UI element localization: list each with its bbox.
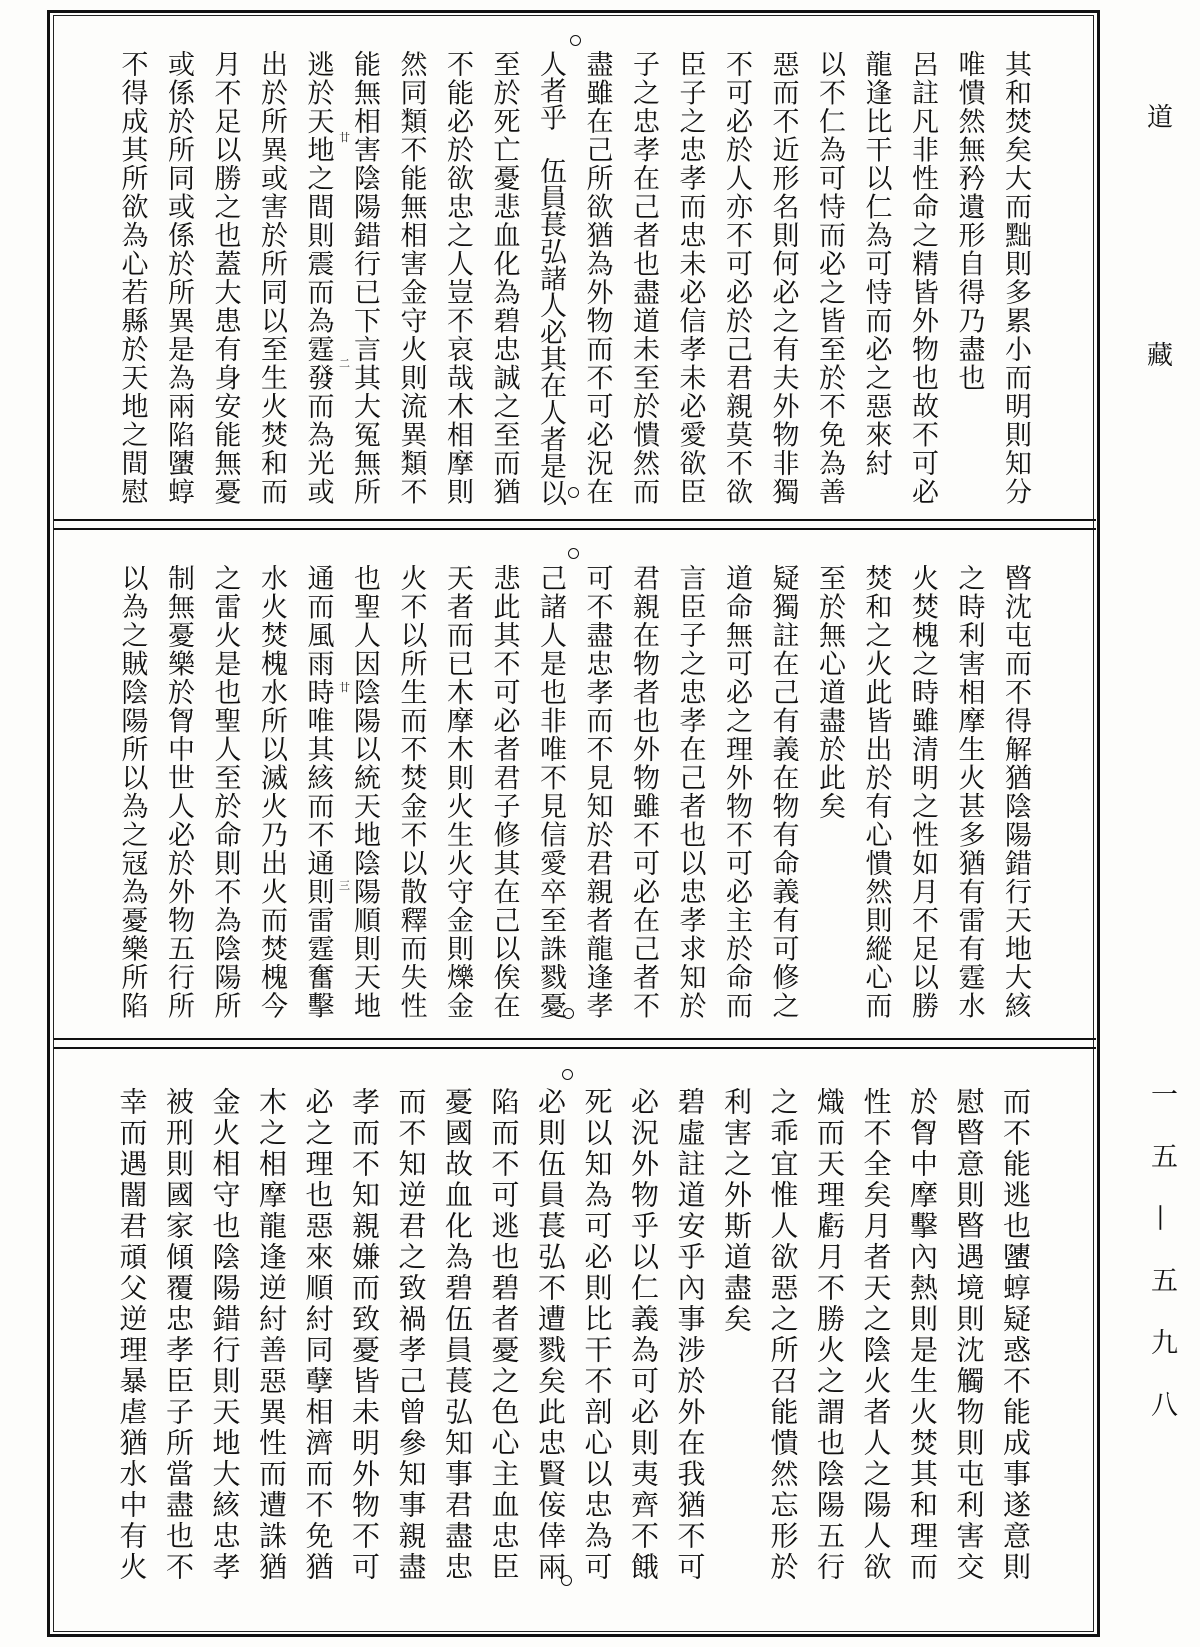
- panel-top: [54, 16, 1096, 521]
- text-column: 至於無心道盡於此矣: [814, 564, 845, 821]
- text-column: 能無相害陰陽錯行已下言其大冤無所: [349, 50, 380, 506]
- text-column: 金火相守也陰陽錯行則天地大絯忠孝: [208, 1087, 242, 1583]
- text-column: 言臣子之忠孝在己者也以忠孝求知於: [674, 564, 706, 1020]
- text-column: 己諸人是也非唯不見信愛卒至誅戮憂: [535, 564, 566, 1020]
- column-marker: 三: [339, 879, 350, 892]
- text-column: 以不仁為可恃而必之皆至於不免為善: [814, 50, 845, 506]
- text-column: 水火焚槐水所以滅火乃出火而焚槐今: [256, 564, 287, 1020]
- column-marker: 二: [339, 357, 350, 370]
- circle-mark: [563, 1008, 574, 1019]
- margin-title-char-2: 藏: [1147, 341, 1174, 371]
- text-column: 月不足以勝之也蓋大患有身安能無憂: [209, 50, 241, 506]
- text-column: 盡雖在己所欲猶為外物而不可必況在: [581, 50, 613, 506]
- column-marker: 廿: [339, 131, 350, 144]
- text-column: 龍逢比干以仁為可恃而必之惡來紂: [860, 50, 892, 478]
- text-column: 利害之外斯道盡矣: [720, 1087, 753, 1335]
- text-column: 君親在物者也外物雖不可必在己者不: [628, 564, 659, 1020]
- text-column: 被刑則國家傾覆忠孝臣子所當盡也不: [162, 1087, 195, 1583]
- text-column: 唯憒然無矜遺形自得乃盡也: [953, 50, 985, 392]
- text-column: 火不以所生而不焚金不以散釋而失性: [395, 564, 427, 1020]
- text-column: 慰暋意則暋遇境則沈觸物則屯利害交: [952, 1087, 986, 1583]
- text-column: 木之相摩龍逢逆紂善惡異性而遭誅猶: [255, 1087, 288, 1583]
- circle-mark: [568, 548, 579, 559]
- text-column: 之乖宜惟人欲惡之所召能憒然忘形於: [766, 1087, 800, 1583]
- text-column: 其和焚矣大而黜則多累小而明則知分: [1000, 50, 1031, 506]
- text-column: 以為之賊陰陽所以為之冦為憂樂所陷: [116, 564, 148, 1020]
- text-column: 必況外物乎以仁義為可必則夷齊不餓: [627, 1087, 660, 1583]
- text-column: 必之理也惡來順紂同孽相濟而不免猶: [301, 1087, 335, 1583]
- text-column: 之時利害相摩生火甚多猶有雷有霆水: [953, 564, 985, 1020]
- circle-mark: [561, 1575, 572, 1586]
- text-column: 疑獨註在己有義在物有命義有可修之: [767, 564, 799, 1020]
- text-column: 不得成其所欲為心若縣於天地之間慰: [116, 50, 148, 506]
- text-column: 性不全矣月者天之陰火者人之陽人欲: [859, 1087, 893, 1583]
- text-column: 呂註凡非性命之精皆外物也故不可必: [907, 50, 938, 506]
- text-column: 熾而天理虧月不勝火之謂也陰陽五行: [813, 1087, 846, 1583]
- text-column: 臣子之忠孝而忠未必信孝未必愛欲臣: [674, 50, 706, 506]
- circle-mark: [568, 487, 579, 498]
- margin-title-char-1: 道: [1147, 103, 1174, 133]
- text-column: 不能必於欲忠之人豈不哀哉木相摩則: [442, 50, 473, 506]
- text-column: 道命無可必之理外物不可必主於命而: [721, 564, 752, 1020]
- text-column: 或係於所同或係於所異是為兩陷螴蜳: [163, 50, 194, 506]
- text-column: 惡而不近形名則何必之有夫外物非獨: [767, 50, 799, 506]
- text-column: 天者而已木摩木則火生火守金則爍金: [442, 564, 473, 1020]
- text-column: 逃於天地之間則震而為霆發而為光或: [302, 50, 334, 506]
- text-column: 幸而遇闇君頑父逆理暴虐猶水中有火: [115, 1087, 149, 1583]
- text-column: 而不能逃也螴蜳疑惑不能成事遂意則: [999, 1087, 1032, 1583]
- text-column: 通而風雨時唯其絯而不通則雷霆奮擊: [302, 564, 334, 1020]
- text-column: 之雷火是也聖人至於命則不為陰陽所: [209, 564, 241, 1020]
- panel-middle: [54, 528, 1096, 1040]
- text-column: 碧虛註道安乎內事涉於外在我猶不可: [673, 1087, 707, 1583]
- text-column: 暋沈屯而不得解猶陰陽錯行天地大絯: [1000, 564, 1031, 1020]
- text-column: 必則伍員萇弘不遭戮矣此忠賢侫倖兩: [534, 1087, 567, 1583]
- page-number: 一五—五九八: [1146, 1080, 1177, 1452]
- text-column: 陷而不可逃也碧者憂之色心主血忠臣: [487, 1087, 521, 1583]
- text-column: 不可必於人亦不可必於己君親莫不欲: [721, 50, 752, 506]
- text-column: 孝而不知親嫌而致憂皆未明外物不可: [348, 1087, 381, 1583]
- text-column: 出於所異或害於所同以至生火焚和而: [256, 50, 287, 506]
- column-marker: 廿: [339, 681, 350, 694]
- text-column: 悲此其不可必者君子修其在己以俟在: [488, 564, 520, 1020]
- circle-mark: [570, 35, 581, 46]
- text-column: 火焚槐之時雖清明之性如月不足以勝: [907, 564, 938, 1020]
- text-column: 而不知逆君之致禍孝己曾參知事親盡: [394, 1087, 428, 1583]
- text-column: 死以知為可必則比干不剖心以忠為可: [580, 1087, 614, 1583]
- panel-bottom: [54, 1047, 1096, 1631]
- text-column: 人者乎 伍員萇弘諸人必其在人者是以: [535, 50, 566, 507]
- circle-mark: [562, 1069, 573, 1080]
- text-column: 也聖人因陰陽以統天地陰陽順則天地: [349, 564, 380, 1020]
- text-column: 憂國故血化為碧伍員萇弘知事君盡忠: [441, 1087, 474, 1583]
- text-column: 於胷中摩擊內熱則是生火焚其和理而: [906, 1087, 939, 1583]
- text-column: 可不盡忠孝而不見知於君親者龍逢孝: [581, 564, 613, 1020]
- text-column: 子之忠孝在己者也盡道未至於憒然而: [628, 50, 659, 506]
- text-column: 然同類不能無相害金守火則流異類不: [395, 50, 427, 506]
- text-column: 至於死亡憂悲血化為碧忠誠之至而猶: [488, 50, 520, 506]
- text-column: 制無憂樂於胷中世人必於外物五行所: [163, 564, 194, 1020]
- text-column: 焚和之火此皆出於有心憒然則縱心而: [860, 564, 892, 1020]
